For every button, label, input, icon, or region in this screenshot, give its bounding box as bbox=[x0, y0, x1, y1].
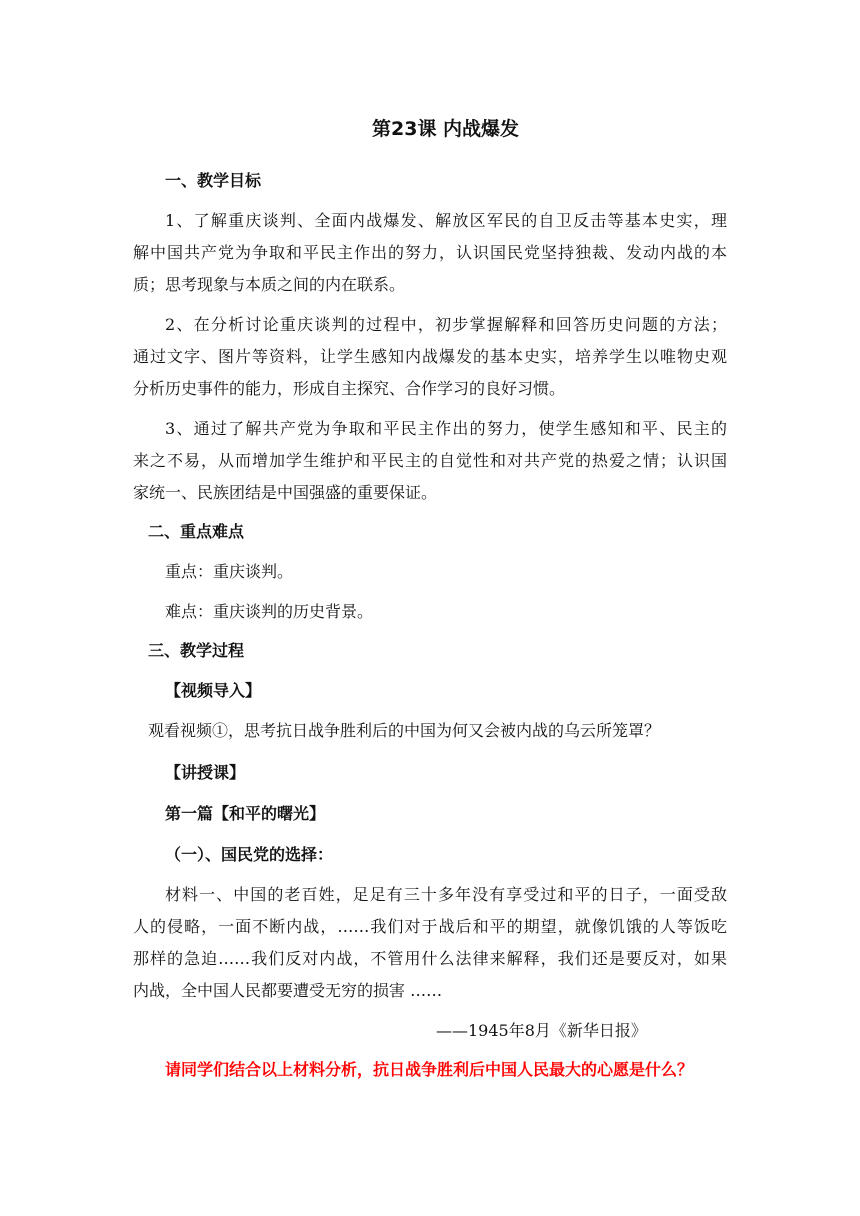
subsection-heading: （一）、国民党的选择： bbox=[165, 845, 334, 864]
section-heading-key-points: 二、重点难点 bbox=[148, 522, 245, 541]
material-1-line-3: 那样的急迫……我们反对内战，不管用什么法律来解释，我们还是要反对，如果 bbox=[133, 949, 727, 968]
section-heading-goals: 一、教学目标 bbox=[165, 171, 262, 190]
page-title: 第23课 内战爆发 bbox=[372, 118, 520, 140]
difficult-point: 难点：重庆谈判的历史背景。 bbox=[165, 602, 374, 621]
material-1-line-2: 人的侵略，一面不断内战，……我们对于战后和平的期望，就像饥饿的人等饭吃 bbox=[133, 917, 727, 936]
discussion-question: 请同学们结合以上材料分析，抗日战争胜利后中国人民最大的心愿是什么？ bbox=[165, 1060, 694, 1079]
goal-1-line-1: 1、了解重庆谈判、全面内战爆发、解放区军民的自卫反击等基本史实，理 bbox=[165, 211, 727, 230]
section-heading-process: 三、教学过程 bbox=[148, 641, 245, 660]
material-1-line-4: 内战，全中国人民都要遭受无穷的损害 …… bbox=[133, 981, 443, 1000]
goal-3-line-3: 家统一、民族团结是中国强盛的重要保证。 bbox=[133, 483, 438, 502]
lecture-heading: 【讲授课】 bbox=[165, 763, 246, 782]
goal-2-line-3: 分析历史事件的能力，形成自主探究、合作学习的良好习惯。 bbox=[133, 379, 566, 398]
video-intro-heading: 【视频导入】 bbox=[165, 681, 262, 700]
goal-3-line-1: 3、通过了解共产党为争取和平民主作出的努力，使学生感知和平、民主的 bbox=[165, 419, 727, 438]
goal-1-line-3: 质；思考现象与本质之间的内在联系。 bbox=[133, 275, 406, 294]
part-1-heading: 第一篇【和平的曙光】 bbox=[165, 804, 326, 823]
material-1-source: ——1945年8月《新华日报》 bbox=[436, 1021, 647, 1040]
goal-3-line-2: 来之不易，从而增加学生维护和平民主的自觉性和对共产党的热爱之情；认识国 bbox=[133, 451, 727, 470]
goal-1-line-2: 解中国共产党为争取和平民主作出的努力，认识国民党坚持独裁、发动内战的本 bbox=[133, 243, 727, 262]
goal-2-line-2: 通过文字、图片等资料，让学生感知内战爆发的基本史实，培养学生以唯物史观 bbox=[133, 347, 727, 366]
material-1-line-1: 材料一、中国的老百姓，足足有三十多年没有享受过和平的日子，一面受敌 bbox=[165, 885, 727, 904]
goal-2-line-1: 2、在分析讨论重庆谈判的过程中，初步掌握解释和回答历史问题的方法； bbox=[165, 315, 727, 334]
video-intro-text: 观看视频①，思考抗日战争胜利后的中国为何又会被内战的乌云所笼罩？ bbox=[148, 721, 661, 740]
key-point: 重点：重庆谈判。 bbox=[165, 562, 294, 581]
